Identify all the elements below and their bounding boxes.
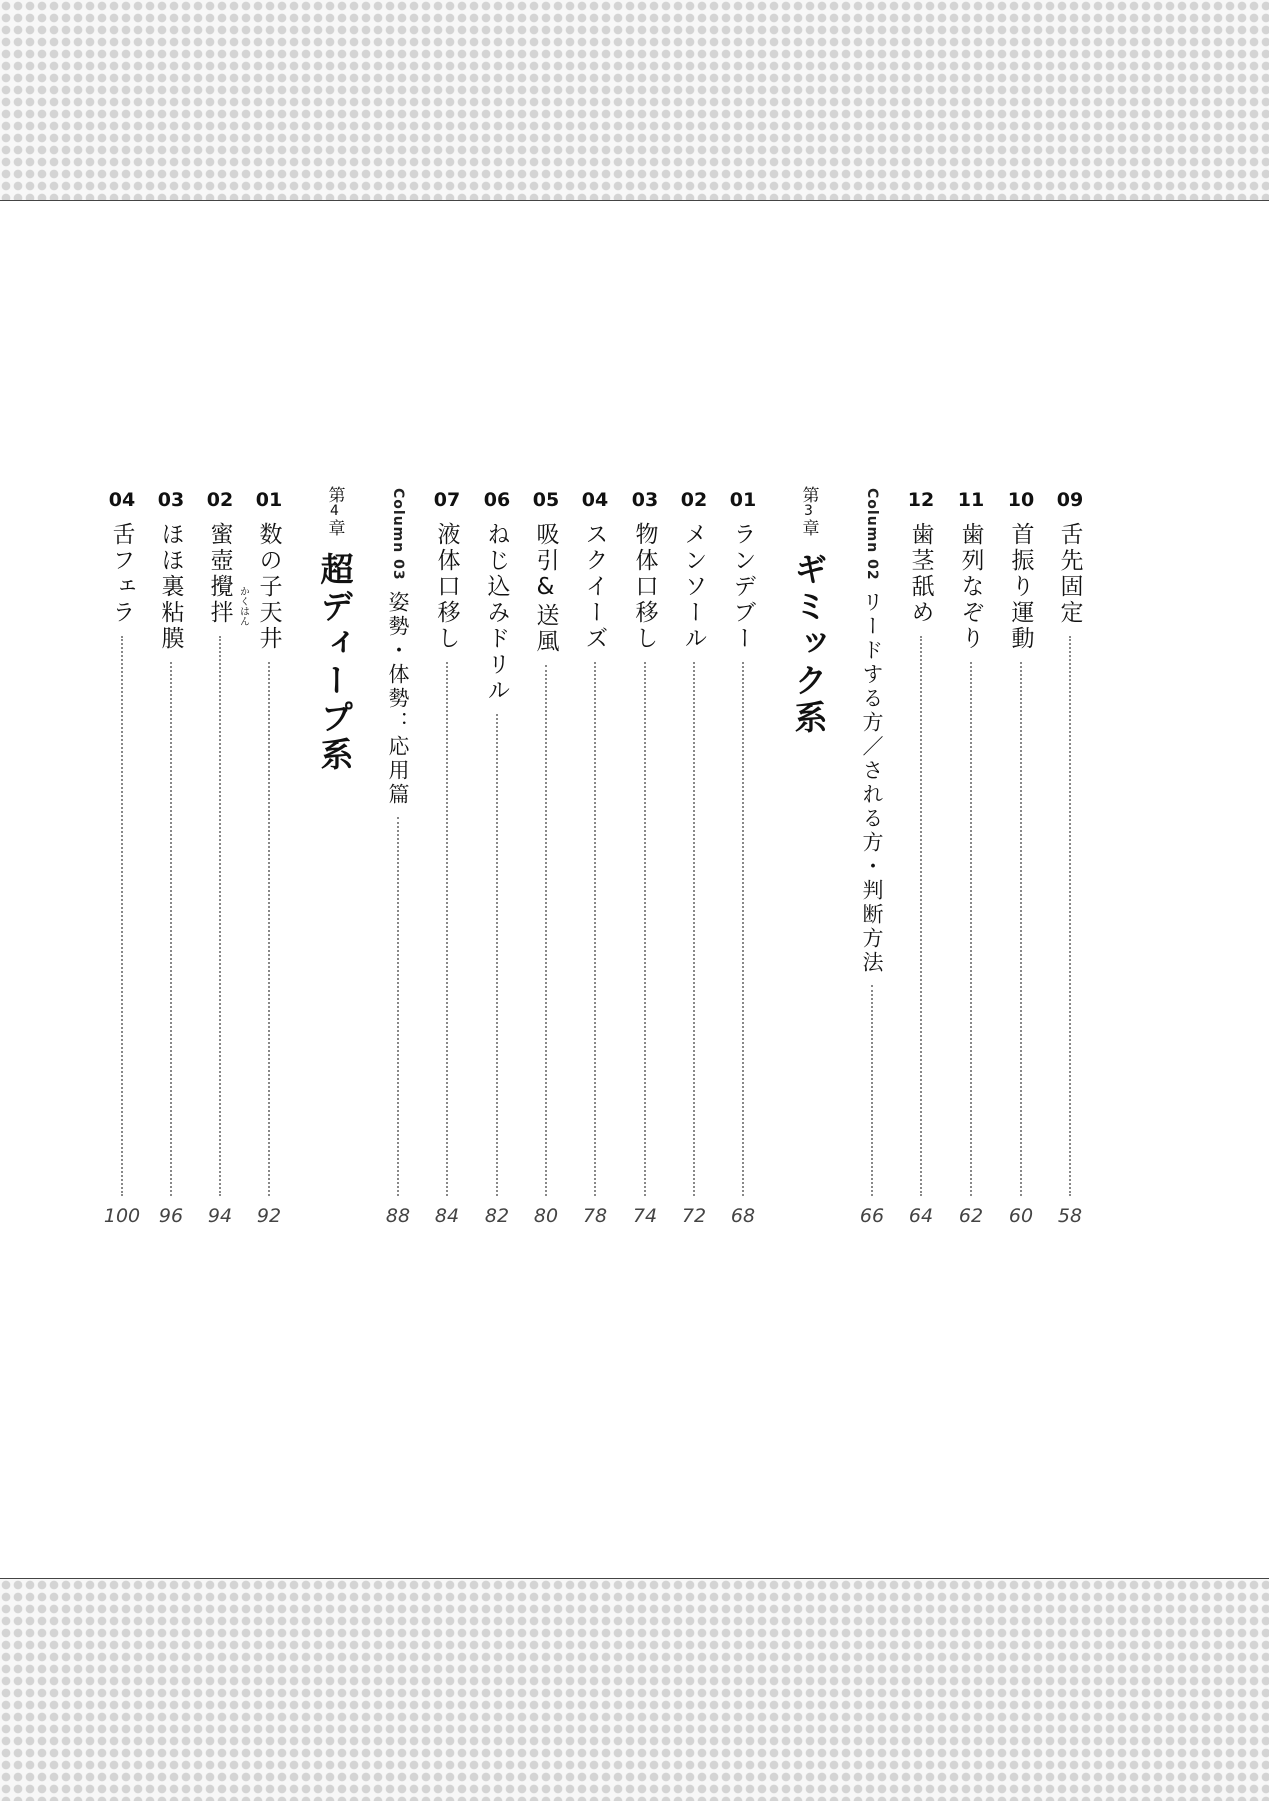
- entry-title: 物体口移し: [631, 522, 658, 652]
- entry-title: メンソール: [680, 522, 707, 652]
- leader-dots: [693, 662, 695, 1196]
- toc-entry[interactable]: [429, 488, 465, 1228]
- entry-page: 96: [158, 1205, 184, 1227]
- entry-page: 58: [1057, 1205, 1083, 1227]
- entry-page: 68: [730, 1205, 756, 1227]
- top-decorative-band: [0, 0, 1269, 201]
- leader-dots: [1020, 662, 1022, 1196]
- leader-dots: [121, 636, 123, 1196]
- column-label: Column 03: [390, 488, 406, 581]
- entry-number: 02: [206, 489, 234, 511]
- leader-dots: [446, 662, 448, 1196]
- entry-number: 10: [1007, 489, 1035, 511]
- leader-dots: [742, 662, 744, 1196]
- toc-entry[interactable]: [528, 488, 564, 1228]
- entry-title: ねじ込みドリル: [483, 522, 510, 704]
- entry-page: 62: [958, 1205, 984, 1227]
- entry-ruby: かくはん: [237, 586, 249, 626]
- leader-dots: [1069, 636, 1071, 1196]
- chapter-heading[interactable]: [787, 486, 831, 737]
- entry-page: 88: [385, 1205, 411, 1227]
- entry-number: 07: [433, 489, 461, 511]
- column-label: Column 02: [864, 488, 880, 581]
- toc-entry[interactable]: [725, 488, 761, 1228]
- entry-title: 数の子天井: [255, 522, 282, 652]
- entry-page: 94: [207, 1205, 233, 1227]
- leader-dots: [219, 636, 221, 1196]
- toc-column-entry[interactable]: [380, 488, 416, 1228]
- entry-title: リードする方／される方・判断方法: [860, 590, 884, 975]
- toc-entry[interactable]: [1003, 488, 1039, 1228]
- entry-title: 液体口移し: [433, 522, 460, 652]
- leader-dots: [545, 665, 547, 1196]
- entry-number: 11: [957, 489, 985, 511]
- leader-dots: [871, 985, 873, 1196]
- entry-number: 05: [532, 489, 560, 511]
- toc-entry[interactable]: [251, 488, 287, 1228]
- toc-entry[interactable]: [153, 488, 189, 1228]
- toc-entry[interactable]: [479, 488, 515, 1228]
- toc-entry[interactable]: [104, 488, 140, 1228]
- bottom-decorative-band: [0, 1578, 1269, 1801]
- toc-entry[interactable]: [676, 488, 712, 1228]
- entry-number: 09: [1056, 489, 1084, 511]
- leader-dots: [170, 662, 172, 1196]
- entry-title: 舌フェラ: [108, 522, 135, 626]
- chapter-label: 第4章: [324, 486, 345, 536]
- toc-entry[interactable]: [953, 488, 989, 1228]
- entry-title: 舌先固定: [1056, 522, 1083, 626]
- toc-column-entry[interactable]: [854, 488, 890, 1228]
- entry-number: 03: [157, 489, 185, 511]
- entry-number: 04: [108, 489, 136, 511]
- toc-entry[interactable]: [202, 488, 249, 1228]
- chapter-label: 第3章: [798, 486, 819, 536]
- chapter-title: 超ディープ系: [315, 552, 355, 774]
- entry-page: 66: [859, 1205, 885, 1227]
- toc-entry[interactable]: [627, 488, 663, 1228]
- entry-page: 80: [533, 1205, 559, 1227]
- entry-title: 歯列なぞり: [957, 522, 984, 652]
- entry-number: 12: [907, 489, 935, 511]
- leader-dots: [970, 662, 972, 1196]
- entry-title: ランデブー: [729, 522, 756, 652]
- leader-dots: [268, 662, 270, 1196]
- entry-number: 02: [680, 489, 708, 511]
- toc-entry[interactable]: [903, 488, 939, 1228]
- entry-number: 01: [729, 489, 757, 511]
- entry-number: 04: [581, 489, 609, 511]
- entry-title: 姿勢・体勢：応用篇: [386, 590, 410, 807]
- entry-number: 06: [483, 489, 511, 511]
- entry-page: 60: [1008, 1205, 1034, 1227]
- entry-number: 03: [631, 489, 659, 511]
- entry-page: 72: [681, 1205, 707, 1227]
- entry-page: 74: [632, 1205, 658, 1227]
- entry-title: 首振り運動: [1007, 522, 1034, 652]
- entry-page: 100: [103, 1205, 141, 1227]
- entry-number: 01: [255, 489, 283, 511]
- entry-page: 78: [582, 1205, 608, 1227]
- toc-entry[interactable]: [1052, 488, 1088, 1228]
- entry-page: 64: [908, 1205, 934, 1227]
- entry-page: 84: [434, 1205, 460, 1227]
- leader-dots: [920, 636, 922, 1196]
- entry-page: 92: [256, 1205, 282, 1227]
- entry-title: ほほ裏粘膜: [157, 522, 184, 652]
- entry-title: 吸引&送風: [532, 522, 559, 655]
- leader-dots: [397, 817, 399, 1196]
- chapter-heading[interactable]: [313, 486, 357, 774]
- entry-title: 蜜壺攪拌 かくはん: [206, 522, 249, 626]
- entry-page: 82: [484, 1205, 510, 1227]
- entry-title: スクイーズ: [581, 522, 608, 652]
- leader-dots: [644, 662, 646, 1196]
- chapter-title: ギミック系: [789, 552, 829, 737]
- toc-entry[interactable]: [577, 488, 613, 1228]
- leader-dots: [496, 714, 498, 1196]
- leader-dots: [594, 662, 596, 1196]
- entry-title: 歯茎舐め: [907, 522, 934, 626]
